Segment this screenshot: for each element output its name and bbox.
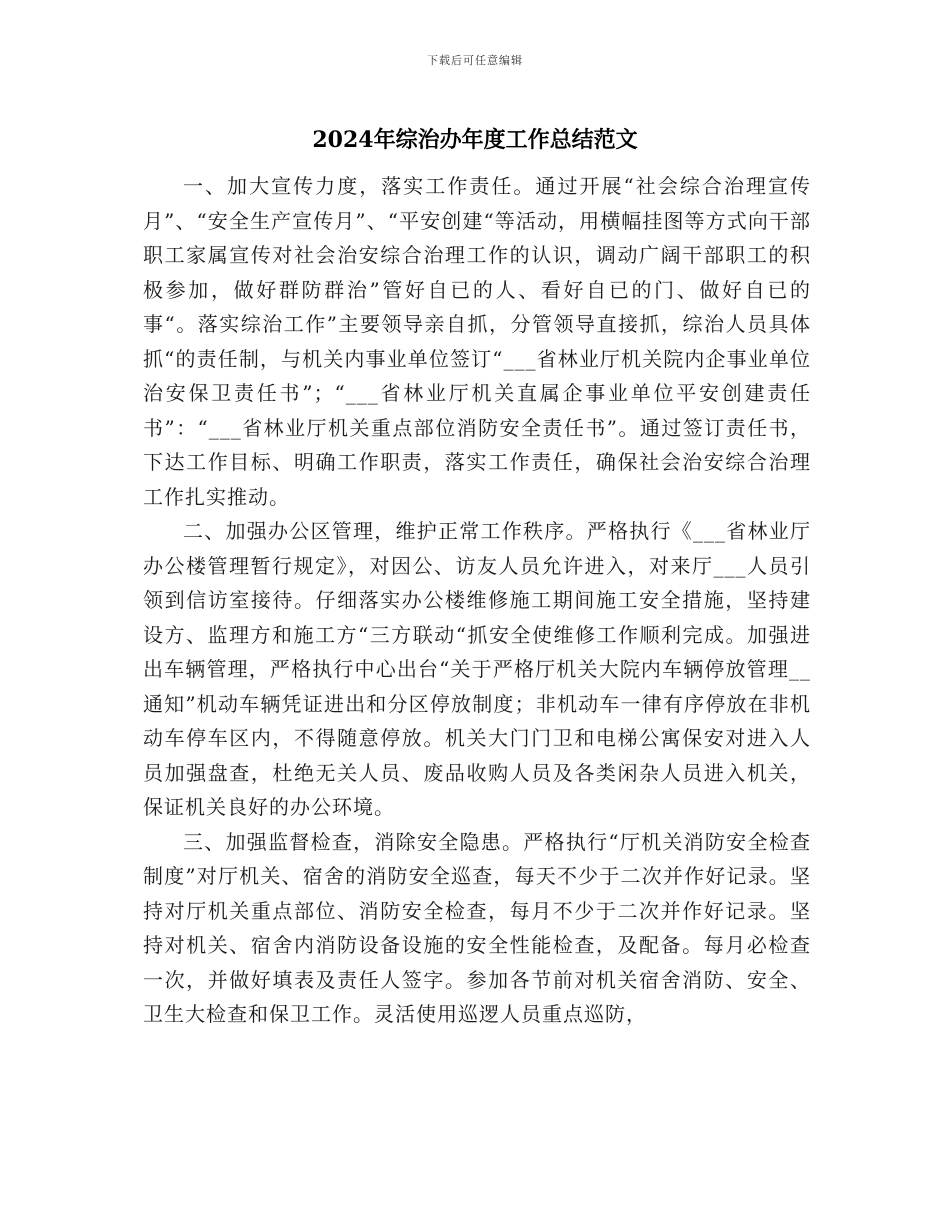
paragraph-1: 一、加大宣传力度，落实工作责任。通过开展“社会综合治理宣传月”、“安全生产宣传月”、“平安创建“等活动，用横幅挂图等方式向干部职工家属宣传对社会治安综合治理工作的认识，调动广阔干部职工的积极参加，做好群防群治”管好自已的人、看好自已的门、做好自已的事“。落实综治工作”主要领导亲自抓，分管领导直接抓，综治人员具体抓“的责任制，与机关内事业单位签订“___省林业厅机关院内企事业单位治安保卫责任书”；“___省林业厅机关直属企事业单位平安创建责任书”：“___省林业厅机关重点部位消防安全责任书”。通过签订责任书，下达工作目标、明确工作职责，落实工作责任，确保社会治安综合治理工作扎实推动。 [143,174,811,509]
paragraph-2: 二、加强办公区管理，维护正常工作秩序。严格执行《___省林业厅办公楼管理暂行规定》，对因公、访友人员允许进入，对来厅___人员引领到信访室接待。仔细落实办公楼维修施工期间施工安全措施，坚持建设方、监理方和施工方“三方联动“抓安全使维修工作顺利完成。加强进出车辆管理，严格执行中心出台“关于严格厅机关大院内车辆停放管理__通知”机动车辆凭证进出和分区停放制度；非机动车一律有序停放在非机动车停车区内，不得随意停放。机关大门门卫和电梯公寓保安对进入人员加强盘查，杜绝无关人员、废品收购人员及各类闲杂人员进入机关，保证机关良好的办公环境。 [143,519,811,819]
document-title: 2024年综治办年度工作总结范文 [312,127,638,153]
paragraph-3: 三、加强监督检查，消除安全隐患。严格执行“厅机关消防安全检查制度”对厅机关、宿舍的消防安全巡查，每天不少于二次并作好记录。坚持对厅机关重点部位、消防安全检查，每月不少于二次并作好记录。坚持对机关、宿舍内消防设备设施的安全性能检查，及配备。每月必检查一次，并做好填表及责任人签字。参加各节前对机关宿舍消防、安全、卫生大检查和保卫工作。灵活使用巡逻人员重点巡防， [143,829,811,1026]
document-body [143,169,811,1032]
header-note: 下载后可任意编辑 [427,54,523,67]
